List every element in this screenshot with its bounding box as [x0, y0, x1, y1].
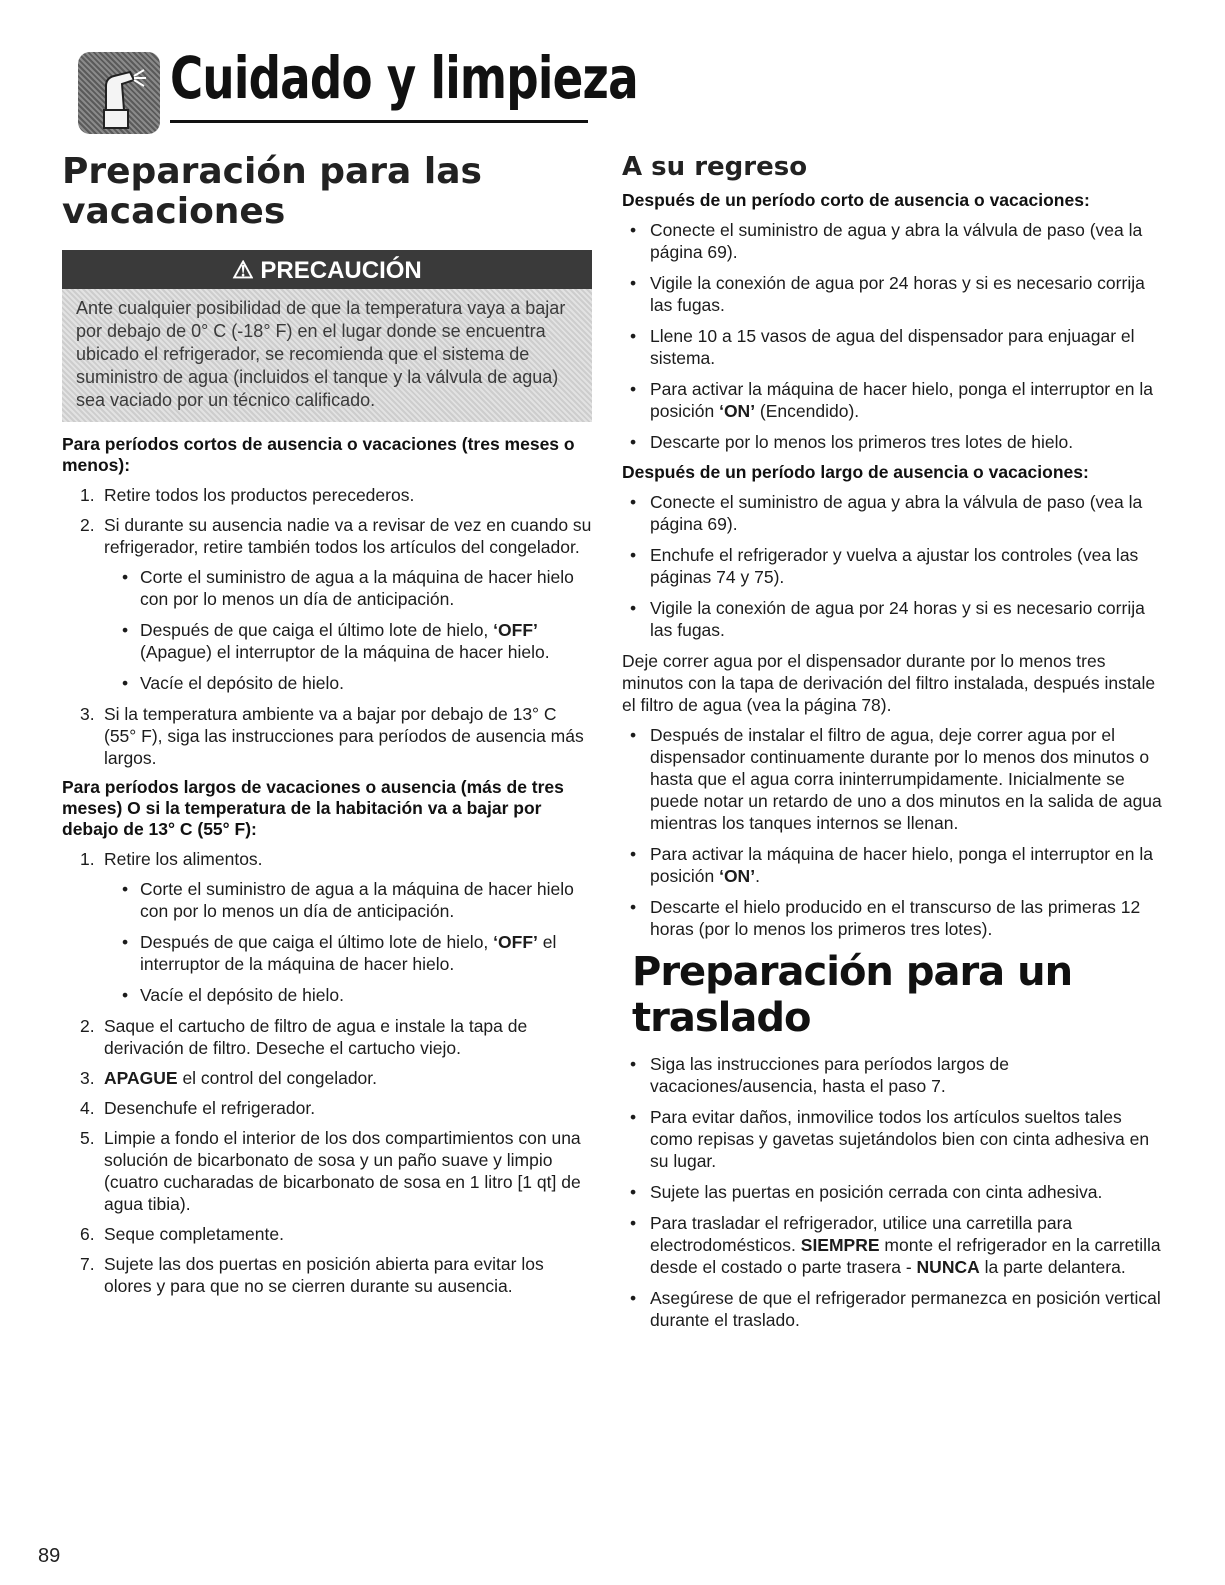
caution-title: PRECAUCIÓN — [260, 257, 422, 284]
list-item: 1. Retire todos los productos perecederos. — [80, 485, 415, 505]
left-column — [62, 152, 592, 1305]
list-item: • Después de que caiga el último lote de hielo, ‘OFF’ el interruptor de la máquina de hacer hielo. — [122, 932, 557, 974]
flush-paragraph: Deje correr agua por el dispensador durante por lo menos tres minutos con la tapa de derivación del filtro instalada, después instale el filtro de agua (vea la página 78). — [622, 651, 1156, 715]
list-item: 2. Si durante su ausencia nadie va a revisar de vez en cuando su refrigerador, retire también todos los artículos del congelador. — [80, 515, 592, 557]
list-item: 7. Sujete las dos puertas en posición abierta para evitar los olores y para que no se cierren durante su ausencia. — [80, 1254, 544, 1296]
page-header — [78, 40, 638, 135]
list-item: • Descarte por lo menos los primeros tres lotes de hielo. — [630, 432, 1074, 452]
list-item: • Vacíe el depósito de hielo. — [122, 673, 344, 693]
list-item: • Vigile la conexión de agua por 24 horas y si es necesario corrija las fugas. — [630, 598, 1145, 640]
list-item: • Después de que caiga el último lote de hielo, ‘OFF’ (Apague) el interruptor de la máquina de hacer hielo. — [122, 620, 550, 662]
list-item: • Corte el suministro de agua a la máquina de hacer hielo con por lo menos un día de anticipación. — [122, 879, 574, 921]
caution-header — [62, 250, 592, 289]
list-item: • Para evitar daños, inmovilice todos los artículos sueltos tales como repisas y gavetas sujetándolos bien con cinta adhesiva en su lugar. — [630, 1107, 1150, 1171]
short-absence-heading: Para períodos cortos de ausencia o vacaciones (tres meses o menos): — [62, 434, 575, 475]
list-item: 2. Saque el cartucho de filtro de agua e instale la tapa de derivación de filtro. Deseche el cartucho viejo. — [80, 1016, 528, 1058]
list-item: • Conecte el suministro de agua y abra la válvula de paso (vea la página 69). — [630, 220, 1143, 262]
list-item: 6. Seque completamente. — [80, 1224, 284, 1244]
warning-icon: ⚠ — [232, 257, 254, 284]
list-item: 3. Si la temperatura ambiente va a bajar por debajo de 13° C (55° F), siga las instrucciones para períodos de ausencia más largos. — [80, 704, 584, 768]
after-short-heading: Después de un período corto de ausencia o vacaciones: — [622, 190, 1090, 210]
list-item: • Llene 10 a 15 vasos de agua del dispensador para enjuagar el sistema. — [630, 326, 1135, 368]
list-item: • Sujete las puertas en posición cerrada con cinta adhesiva. — [630, 1182, 1103, 1202]
list-item: 3. APAGUE el control del congelador. — [80, 1068, 378, 1088]
moving-title: Preparación para un traslado — [632, 949, 1073, 1041]
list-item: • Para activar la máquina de hacer hielo, ponga el interruptor en la posición ‘ON’ (Encendido). — [630, 379, 1153, 421]
list-item: 5. Limpie a fondo el interior de los dos compartimientos con una solución de bicarbonato de sosa y un paño suave y limpio (cuatro cucharadas de bicarbonato de sosa en 1 litro [1 qt] de agua tibia). — [80, 1128, 581, 1214]
list-item: • Para activar la máquina de hacer hielo, ponga el interruptor en la posición ‘ON’. — [630, 844, 1153, 886]
list-item: • Asegúrese de que el refrigerador permanezca en posición vertical durante el traslado. — [630, 1288, 1161, 1330]
return-title: A su regreso — [622, 152, 808, 182]
long-absence-heading: Para períodos largos de vacaciones o ausencia (más de tres meses) O si la temperatura de la habitación va a bajar por debajo de 13° C (55° F): — [62, 777, 564, 839]
list-item: • Vacíe el depósito de hielo. — [122, 985, 344, 1005]
right-column — [622, 152, 1162, 1340]
list-item: • Siga las instrucciones para períodos largos de vacaciones/ausencia, hasta el paso 7. — [630, 1054, 1009, 1096]
after-long-heading: Después de un período largo de ausencia o vacaciones: — [622, 462, 1089, 482]
page-number: 89 — [38, 1545, 61, 1567]
spray-cleaner-icon — [78, 52, 160, 134]
list-item: • Corte el suministro de agua a la máquina de hacer hielo con por lo menos un día de anticipación. — [122, 567, 574, 609]
list-item: • Conecte el suministro de agua y abra la válvula de paso (vea la página 69). — [630, 492, 1143, 534]
vacation-title: Preparación para las vacaciones — [62, 151, 482, 232]
list-item: • Después de instalar el filtro de agua, deje correr agua por el dispensador continuamente durante por lo menos dos minutos o hasta que el agua corra ininterrumpidamente. Inicialmente se puede notar un retardo de uno a dos minutos en la salida de agua mientras los tanques internos se llenan. — [630, 725, 1162, 833]
list-item: 4. Desenchufe el refrigerador. — [80, 1098, 316, 1118]
list-item: • Para trasladar el refrigerador, utilice una carretilla para electrodomésticos. SIEMPRE monte el refrigerador en la carretilla desde el costado o parte trasera - NUNCA la parte delantera. — [630, 1213, 1161, 1277]
header-title: Cuidado y limpieza — [170, 44, 638, 112]
list-item: 1. Retire los alimentos. — [80, 849, 263, 869]
caution-text: Ante cualquier posibilidad de que la temperatura vaya a bajar por debajo de 0° C (-18° F) en el lugar donde se encuentra ubicado el refrigerador, se recomienda que el sistema de suministro de agua (incluidos el tanque y la válvula de agua) sea vaciado por un técnico calificado. — [76, 298, 566, 410]
list-item: • Vigile la conexión de agua por 24 horas y si es necesario corrija las fugas. — [630, 273, 1145, 315]
header-rule — [170, 120, 588, 123]
list-item: • Enchufe el refrigerador y vuelva a ajustar los controles (vea las páginas 74 y 75). — [630, 545, 1139, 587]
list-item: • Descarte el hielo producido en el transcurso de las primeras 12 horas (por lo menos los primeros tres lotes). — [630, 897, 1141, 939]
caution-box — [62, 250, 592, 422]
